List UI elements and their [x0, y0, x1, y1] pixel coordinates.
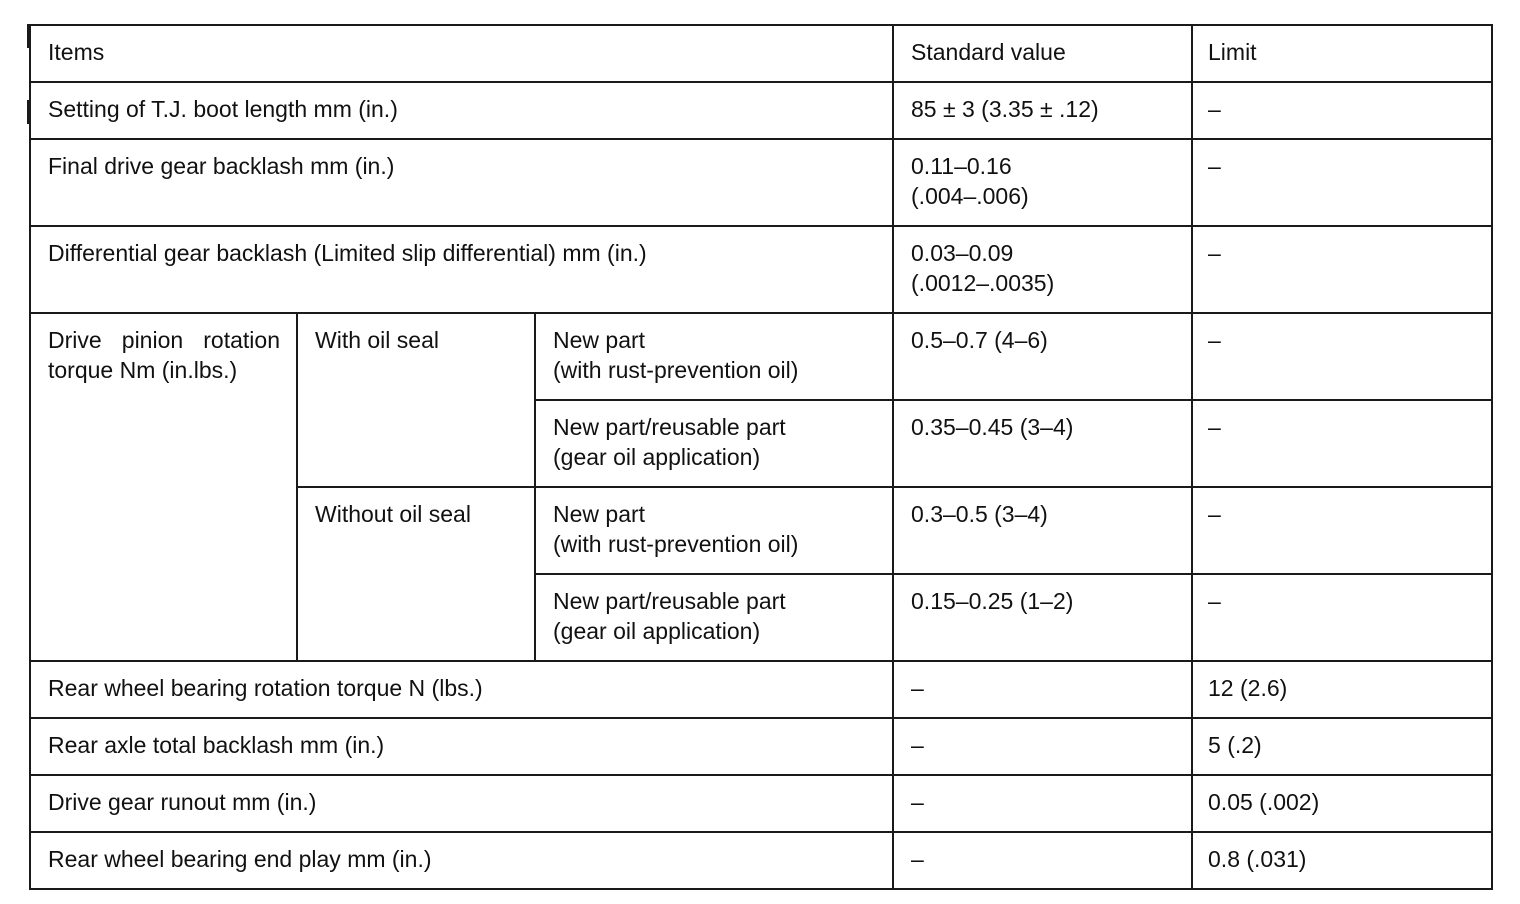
header-items: Items [30, 25, 893, 82]
limit-cell: 5 (.2) [1192, 718, 1492, 775]
standard-value-cell: – [893, 718, 1192, 775]
limit-cell: – [1192, 574, 1492, 661]
limit-cell: – [1192, 400, 1492, 487]
condition-line: New part/reusable part [553, 414, 786, 440]
table-row [30, 661, 1492, 718]
standard-value-cell: – [893, 775, 1192, 832]
item-cell: Rear axle total backlash mm (in.) [30, 718, 893, 775]
header-limit: Limit [1192, 25, 1492, 82]
standard-value-line: 0.03–0.09 [911, 240, 1014, 266]
limit-cell: – [1192, 82, 1492, 139]
standard-value-cell: 0.35–0.45 (3–4) [893, 400, 1192, 487]
standard-value-cell: 0.3–0.5 (3–4) [893, 487, 1192, 574]
table-row [30, 82, 1492, 139]
standard-value-cell: 0.15–0.25 (1–2) [893, 574, 1192, 661]
item-cell: Final drive gear backlash mm (in.) [30, 139, 893, 226]
oil-seal-group-cell: With oil seal [297, 313, 535, 487]
table-row [30, 226, 1492, 313]
header-standard-value: Standard value [893, 25, 1192, 82]
condition-cell [535, 313, 893, 400]
standard-value-cell: 0.5–0.7 (4–6) [893, 313, 1192, 400]
limit-cell: – [1192, 226, 1492, 313]
table-row [30, 832, 1492, 889]
table-row [30, 139, 1492, 226]
oil-seal-group-cell: Without oil seal [297, 487, 535, 661]
table-row [30, 775, 1492, 832]
specification-table [29, 24, 1493, 890]
standard-value-line: (.004–.006) [911, 183, 1029, 209]
standard-value-line: (.0012–.0035) [911, 270, 1055, 296]
condition-line: (gear oil application) [553, 618, 761, 644]
standard-value-cell: – [893, 661, 1192, 718]
standard-value-cell [893, 139, 1192, 226]
item-cell: Drive gear runout mm (in.) [30, 775, 893, 832]
limit-cell: 0.8 (.031) [1192, 832, 1492, 889]
standard-value-line: 0.11–0.16 [911, 153, 1012, 179]
condition-cell [535, 487, 893, 574]
table-row [30, 313, 1492, 400]
condition-line: New part [553, 327, 646, 353]
item-cell: Setting of T.J. boot length mm (in.) [30, 82, 893, 139]
condition-cell [535, 400, 893, 487]
condition-line: New part [553, 501, 646, 527]
condition-line: (with rust-prevention oil) [553, 357, 799, 383]
limit-cell: – [1192, 139, 1492, 226]
limit-cell: 12 (2.6) [1192, 661, 1492, 718]
limit-cell: – [1192, 487, 1492, 574]
condition-line: (with rust-prevention oil) [553, 531, 799, 557]
standard-value-cell: – [893, 832, 1192, 889]
standard-value-cell: 85 ± 3 (3.35 ± .12) [893, 82, 1192, 139]
item-cell: Rear wheel bearing end play mm (in.) [30, 832, 893, 889]
item-cell: Rear wheel bearing rotation torque N (lbs.) [30, 661, 893, 718]
drive-pinion-item-cell: Drive pinion rotation torque Nm (in.lbs.) [30, 313, 297, 661]
condition-cell [535, 574, 893, 661]
table-header-row [30, 25, 1492, 82]
item-cell: Differential gear backlash (Limited slip differential) mm (in.) [30, 226, 893, 313]
condition-line: New part/reusable part [553, 588, 786, 614]
limit-cell: 0.05 (.002) [1192, 775, 1492, 832]
limit-cell: – [1192, 313, 1492, 400]
standard-value-cell [893, 226, 1192, 313]
table-row [30, 718, 1492, 775]
condition-line: (gear oil application) [553, 444, 761, 470]
